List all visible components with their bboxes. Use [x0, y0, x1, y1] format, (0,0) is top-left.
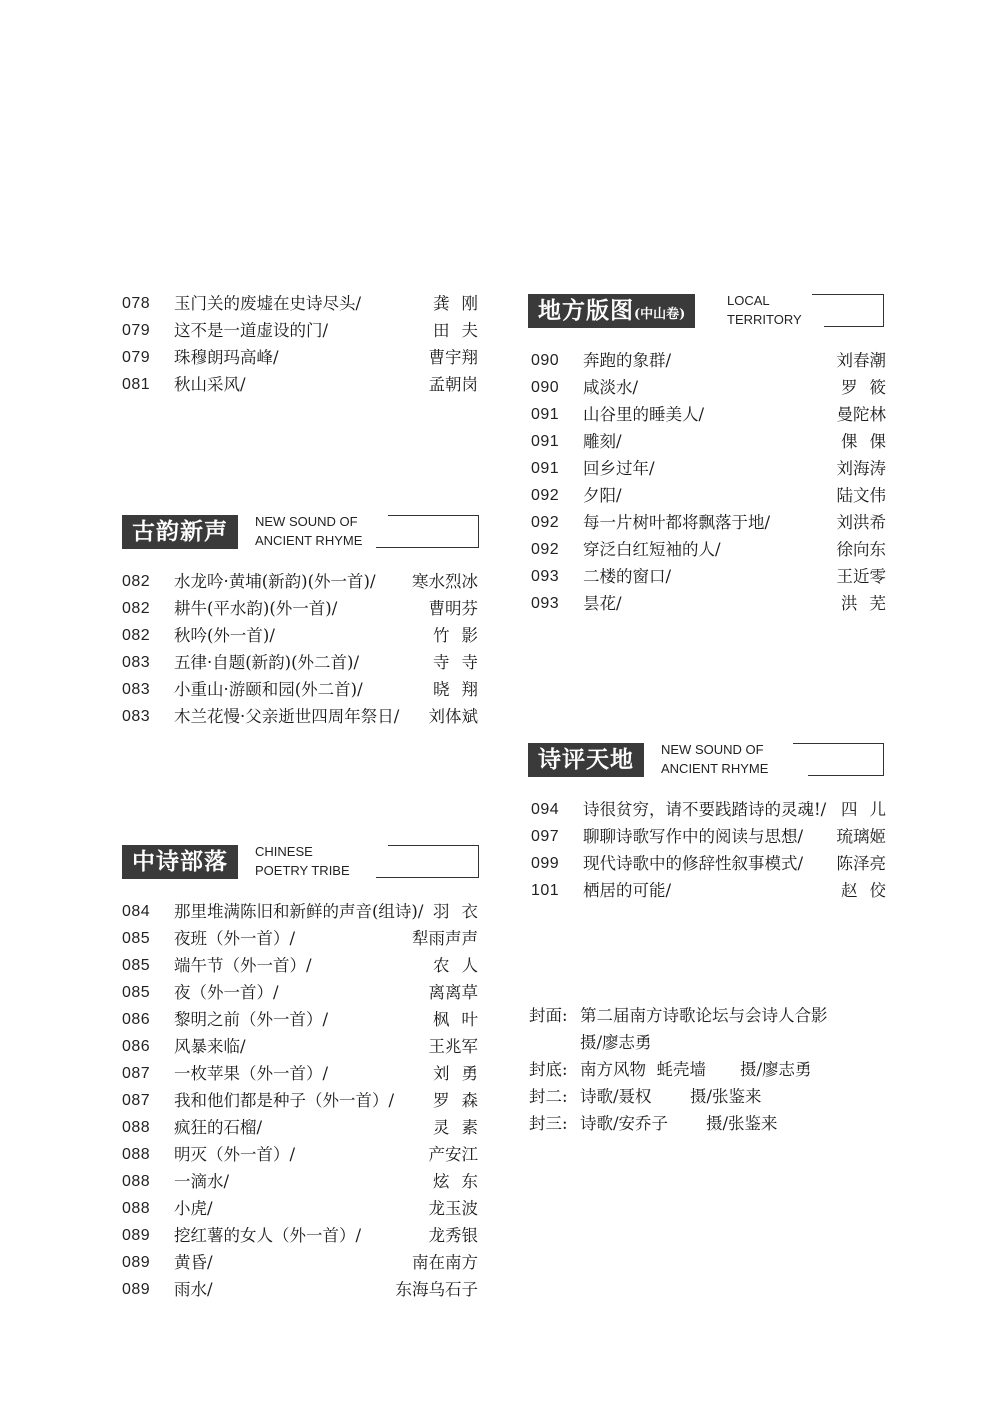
page-number: 086 — [122, 1038, 151, 1055]
toc-entry[interactable] — [122, 622, 490, 649]
header-rule — [824, 326, 883, 327]
entry-author: 刘春潮 — [836, 351, 886, 370]
cover2-text: 诗歌/聂权 — [580, 1087, 652, 1106]
page-number: 090 — [531, 379, 560, 396]
entry-title: 小重山·游颐和园(外二首)/ — [174, 680, 363, 699]
page-number: 091 — [531, 406, 560, 423]
toc-entry[interactable] — [122, 649, 490, 676]
page-number: 088 — [122, 1173, 151, 1190]
toc-entry[interactable] — [122, 1195, 478, 1222]
toc-entry[interactable] — [122, 1141, 478, 1168]
toc-entry[interactable] — [122, 952, 490, 979]
page-number: 090 — [531, 352, 560, 369]
header-rule — [376, 547, 478, 548]
entry-author: 刘勇 — [433, 1064, 490, 1083]
toc-entry[interactable] — [122, 344, 478, 371]
entry-author: 田夫 — [433, 321, 490, 340]
entry-title: 昙花/ — [583, 594, 622, 613]
entry-title: 这不是一道虚设的门/ — [174, 321, 329, 340]
header-frame — [388, 845, 479, 878]
entry-title: 秋吟(外一首)/ — [174, 626, 275, 645]
toc-entry[interactable] — [531, 796, 898, 823]
toc-entry[interactable] — [531, 482, 886, 509]
entry-author: 东海乌石子 — [395, 1280, 478, 1299]
page-number: 097 — [531, 828, 560, 845]
entry-title: 挖红薯的女人（外一首）/ — [174, 1226, 362, 1245]
entry-title: 耕牛(平水韵)(外一首)/ — [174, 599, 338, 618]
entry-title: 山谷里的睡美人/ — [583, 405, 705, 424]
toc-list-difang — [531, 347, 898, 617]
toc-entry[interactable] — [531, 563, 886, 590]
entry-title: 诗很贫穷，请不要践踏诗的灵魂!/ — [583, 800, 827, 819]
page-number: 083 — [122, 708, 151, 725]
toc-entry[interactable] — [122, 1033, 478, 1060]
entry-author: 王近零 — [836, 567, 886, 586]
page-number: 091 — [531, 433, 560, 450]
page-number: 082 — [122, 627, 151, 644]
page-number: 089 — [122, 1227, 151, 1244]
page-number: 088 — [122, 1146, 151, 1163]
toc-list-guyun — [122, 568, 490, 730]
entry-title: 一滴水/ — [174, 1172, 230, 1191]
header-frame — [388, 515, 479, 548]
entry-title: 一枚苹果（外一首）/ — [174, 1064, 329, 1083]
entry-author: 刘洪希 — [836, 513, 886, 532]
page-number: 084 — [122, 903, 151, 920]
entry-title: 木兰花慢·父亲逝世四周年祭日/ — [174, 707, 400, 726]
entry-author: 晓翔 — [433, 680, 490, 699]
entry-title: 奔跑的象群/ — [583, 351, 672, 370]
entry-title: 聊聊诗歌写作中的阅读与思想/ — [583, 827, 804, 846]
toc-entry[interactable] — [122, 1060, 490, 1087]
entry-title: 端午节（外一首）/ — [174, 956, 312, 975]
entry-author: 孟朝岗 — [428, 375, 478, 394]
entry-title: 玉门关的废墟在史诗尽头/ — [174, 294, 362, 313]
entry-title: 小虎/ — [174, 1199, 213, 1218]
page-number: 101 — [531, 882, 560, 899]
entry-author: 龙秀银 — [428, 1226, 478, 1245]
entry-title: 现代诗歌中的修辞性叙事模式/ — [583, 854, 804, 873]
entry-title: 黎明之前（外一首）/ — [174, 1010, 329, 1029]
toc-entry[interactable] — [122, 979, 478, 1006]
entry-author: 炫东 — [433, 1172, 490, 1191]
section-header-guyun — [122, 515, 478, 549]
section-subtitle-en: NEW SOUND OF ANCIENT RHYME — [255, 514, 363, 548]
entry-title: 黄昏/ — [174, 1253, 213, 1272]
entry-title: 我和他们都是种子（外一首）/ — [174, 1091, 395, 1110]
page-number: 079 — [122, 322, 151, 339]
toc-entry[interactable] — [122, 1006, 490, 1033]
entry-author: 洪芜 — [841, 594, 898, 613]
entry-author: 灵素 — [433, 1118, 490, 1137]
toc-entry[interactable] — [531, 428, 898, 455]
entry-title: 夜班（外一首）/ — [174, 929, 296, 948]
toc-entry[interactable] — [122, 1168, 490, 1195]
cover3-label: 封三: — [529, 1114, 568, 1133]
page-number: 085 — [122, 930, 151, 947]
page-number: 085 — [122, 957, 151, 974]
entry-author: 竹影 — [433, 626, 490, 645]
page-number: 083 — [122, 681, 151, 698]
page-number: 083 — [122, 654, 151, 671]
toc-entry[interactable] — [122, 1114, 490, 1141]
entry-author: 曹宇翔 — [428, 348, 478, 367]
entry-author: 陈泽亮 — [836, 854, 886, 873]
entry-title: 每一片树叶都将飘落于地/ — [583, 513, 771, 532]
entry-title: 穿泛白红短袖的人/ — [583, 540, 721, 559]
toc-entry[interactable] — [122, 1249, 478, 1276]
entry-author: 南在南方 — [412, 1253, 478, 1272]
entry-author: 龙玉波 — [428, 1199, 478, 1218]
toc-entry[interactable] — [122, 703, 478, 730]
entry-author: 羽衣 — [433, 902, 490, 921]
section-subtitle-en: NEW SOUND OF ANCIENT RHYME — [661, 742, 769, 776]
toc-entry[interactable] — [122, 1087, 490, 1114]
page-number: 079 — [122, 349, 151, 366]
header-rule — [376, 877, 478, 878]
entry-author: 王兆军 — [428, 1037, 478, 1056]
toc-entry[interactable] — [122, 595, 478, 622]
toc-entry[interactable] — [122, 925, 478, 952]
entry-author: 农人 — [433, 956, 490, 975]
section-header-zhongshi — [122, 845, 478, 879]
toc-list-top — [122, 290, 490, 398]
toc-entry[interactable] — [531, 823, 886, 850]
toc-entry[interactable] — [531, 347, 886, 374]
page-number: 081 — [122, 376, 151, 393]
entry-author: 刘海涛 — [836, 459, 886, 478]
section-header-difang — [528, 294, 883, 328]
cover2-label: 封二: — [529, 1087, 568, 1106]
entry-author: 罗森 — [433, 1091, 490, 1110]
page-number: 093 — [531, 568, 560, 585]
page-number: 082 — [122, 600, 151, 617]
entry-author: 产安江 — [428, 1145, 478, 1164]
section-title: 古韵新声 — [122, 515, 238, 549]
entry-author: 陆文伟 — [836, 486, 886, 505]
toc-entry[interactable] — [531, 850, 886, 877]
toc-list-shiping — [531, 796, 898, 904]
entry-author: 刘体斌 — [428, 707, 478, 726]
entry-title: 栖居的可能/ — [583, 881, 672, 900]
section-header-shiping — [528, 743, 883, 777]
cover-back-text: 南方风物 蚝壳墙 — [580, 1060, 706, 1079]
entry-title: 那里堆满陈旧和新鲜的声音(组诗)/ — [174, 902, 424, 921]
entry-title: 水龙吟·黄埔(新韵)(外一首)/ — [174, 572, 376, 591]
toc-entry[interactable] — [531, 374, 898, 401]
cover-front-text: 第二届南方诗歌论坛与会诗人合影 — [580, 1006, 828, 1025]
entry-title: 风暴来临/ — [174, 1037, 246, 1056]
header-frame — [793, 743, 884, 776]
cover3-credit: 摄/张鉴来 — [706, 1114, 778, 1133]
section-title: 地方版图(中山卷) — [528, 294, 695, 328]
cover-back-credit: 摄/廖志勇 — [740, 1060, 812, 1079]
entry-author: 犁雨声声 — [412, 929, 478, 948]
toc-entry[interactable] — [122, 676, 490, 703]
toc-entry[interactable] — [531, 536, 886, 563]
toc-entry[interactable] — [122, 1276, 478, 1303]
entry-author: 寒水烈冰 — [412, 572, 478, 591]
entry-author: 赵佼 — [841, 881, 898, 900]
toc-entry[interactable] — [531, 509, 886, 536]
page-number: 088 — [122, 1119, 151, 1136]
toc-entry[interactable] — [122, 290, 490, 317]
toc-entry[interactable] — [122, 371, 478, 398]
section-subtitle-en: LOCAL TERRITORY — [727, 293, 802, 327]
header-frame — [812, 294, 884, 327]
entry-title: 疯狂的石榴/ — [174, 1118, 263, 1137]
page-number: 093 — [531, 595, 560, 612]
section-subtitle-en: CHINESE POETRY TRIBE — [255, 844, 350, 878]
entry-title: 珠穆朗玛高峰/ — [174, 348, 279, 367]
entry-title: 夕阳/ — [583, 486, 622, 505]
page-number: 092 — [531, 487, 560, 504]
page-number: 088 — [122, 1200, 151, 1217]
entry-author: 枫叶 — [433, 1010, 490, 1029]
page-number: 092 — [531, 541, 560, 558]
entry-author: 徐向东 — [836, 540, 886, 559]
cover-back-label: 封底: — [529, 1060, 568, 1079]
entry-author: 琉璃姬 — [836, 827, 886, 846]
cover-front-label: 封面: — [529, 1006, 568, 1025]
entry-title: 秋山采风/ — [174, 375, 246, 394]
entry-author: 罗筱 — [841, 378, 898, 397]
toc-entry[interactable] — [122, 317, 490, 344]
entry-author: 寺寺 — [433, 653, 490, 672]
entry-author: 离离草 — [428, 983, 478, 1002]
entry-author: 曼陀林 — [836, 405, 886, 424]
toc-entry[interactable] — [531, 590, 898, 617]
toc-entry[interactable] — [531, 455, 886, 482]
entry-title: 雕刻/ — [583, 432, 622, 451]
toc-entry[interactable] — [122, 1222, 478, 1249]
entry-title: 雨水/ — [174, 1280, 213, 1299]
toc-list-zhongshi — [122, 898, 490, 1303]
page-number: 089 — [122, 1281, 151, 1298]
page-number: 086 — [122, 1011, 151, 1028]
toc-entry[interactable] — [531, 877, 898, 904]
entry-title: 咸淡水/ — [583, 378, 639, 397]
cover3-text: 诗歌/安乔子 — [580, 1114, 669, 1133]
entry-author: 四儿 — [841, 800, 898, 819]
page-number: 082 — [122, 573, 151, 590]
page-number: 078 — [122, 295, 151, 312]
cover2-credit: 摄/张鉴来 — [690, 1087, 762, 1106]
entry-title: 二楼的窗口/ — [583, 567, 672, 586]
header-rule — [808, 775, 883, 776]
entry-title: 明灭（外一首）/ — [174, 1145, 296, 1164]
entry-author: 曹明芬 — [428, 599, 478, 618]
page-number: 091 — [531, 460, 560, 477]
page-number: 094 — [531, 801, 560, 818]
section-title: 中诗部落 — [122, 845, 238, 879]
entry-title: 五律·自题(新韵)(外二首)/ — [174, 653, 360, 672]
toc-entry[interactable] — [122, 898, 490, 925]
toc-entry[interactable] — [122, 568, 478, 595]
page-number: 087 — [122, 1065, 151, 1082]
page-number: 092 — [531, 514, 560, 531]
page-number: 085 — [122, 984, 151, 1001]
entry-title: 夜（外一首）/ — [174, 983, 279, 1002]
entry-author: 龚刚 — [433, 294, 490, 313]
toc-entry[interactable] — [531, 401, 886, 428]
entry-author: 倮倮 — [841, 432, 898, 451]
page-number: 089 — [122, 1254, 151, 1271]
cover-front-credit: 摄/廖志勇 — [580, 1033, 652, 1052]
page-number: 087 — [122, 1092, 151, 1109]
page-number: 099 — [531, 855, 560, 872]
section-title: 诗评天地 — [528, 743, 644, 777]
entry-title: 回乡过年/ — [583, 459, 655, 478]
